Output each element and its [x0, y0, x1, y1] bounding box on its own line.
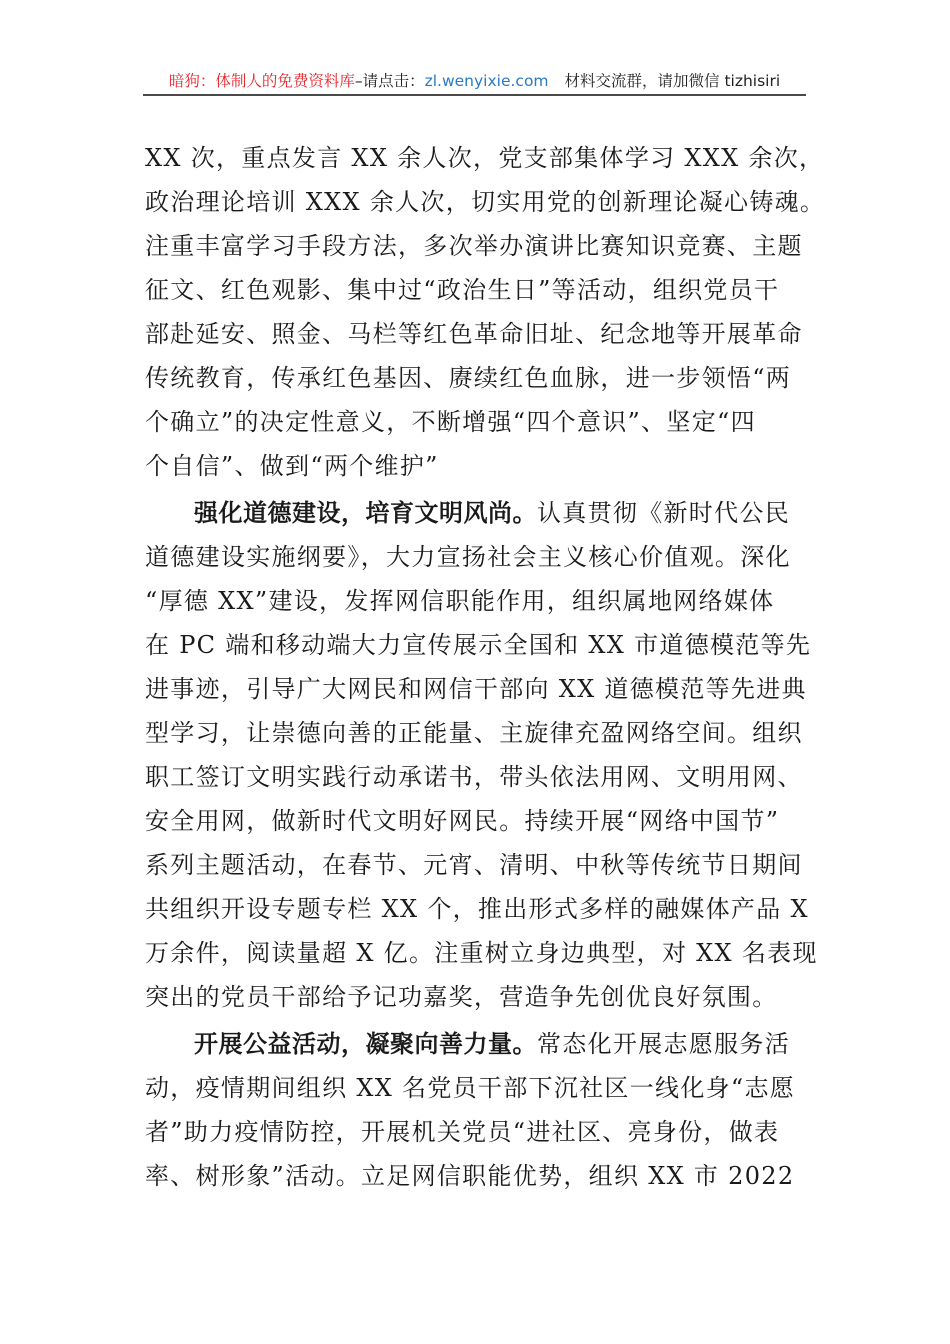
- click-prompt: –请点击：: [354, 72, 425, 90]
- text-line: “厚德 XX”建设，发挥网信职能作用，组织属地网络媒体: [145, 587, 775, 615]
- text-line: 个自信”、做到“两个维护”: [145, 452, 439, 480]
- text-line: 征文、红色观影、集中过“政治生日”等活动，组织党员干: [145, 276, 780, 304]
- text-line: 职工签订文明实践行动承诺书，带头依法用网、文明用网、: [145, 763, 803, 791]
- text-run: 认真贯彻《新时代公民: [537, 499, 790, 527]
- text-line: 突出的党员干部给予记功嘉奖，营造争先创优良好氛围。: [145, 983, 778, 1011]
- text-line: 型学习，让崇德向善的正能量、主旋律充盈网络空间。组织: [145, 719, 803, 747]
- text-line: 系列主题活动，在春节、元宵、清明、中秋等传统节日期间: [145, 851, 803, 879]
- document-body: [145, 136, 826, 1198]
- contact-text: 材料交流群，请加微信 tizhisiri: [564, 72, 781, 90]
- paragraph-morality: [145, 491, 818, 1019]
- text-run: 常态化开展志愿服务活: [537, 1030, 790, 1058]
- text-line: 道德建设实施纲要》，大力宣扬社会主义核心价值观。深化: [145, 543, 791, 571]
- text-line: 注重丰富学习手段方法，多次举办演讲比赛知识竞赛、主题: [145, 232, 803, 260]
- watermark-header: [143, 68, 806, 94]
- text-line: 传统教育，传承红色基因、赓续红色血脉，进一步领悟“两: [145, 364, 792, 392]
- paragraph-heading: 开展公益活动，凝聚向善力量。: [194, 1030, 537, 1058]
- text-line: 进事迹，引导广大网民和网信干部向 XX 道德模范等先进典: [145, 675, 807, 703]
- text-line: XX 次，重点发言 XX 余人次，党支部集体学习 XXX 余次，: [145, 144, 825, 172]
- brand-text: 暗狗：体制人的免费资料库: [168, 72, 355, 90]
- paragraph-public-welfare: [145, 1022, 810, 1198]
- paragraph-heading: 强化道德建设，培育文明风尚。: [194, 499, 537, 527]
- paragraph-first-line: [145, 491, 810, 535]
- text-line: 部赴延安、照金、马栏等红色革命旧址、纪念地等开展革命: [145, 320, 803, 348]
- text-line: 安全用网，做新时代文明好网民。持续开展“网络中国节”: [145, 807, 780, 835]
- site-link[interactable]: zl.wenyixie.com: [424, 72, 549, 90]
- paragraph-study: [145, 136, 826, 488]
- text-line: 在 PC 端和移动端大力宣传展示全国和 XX 市道德模范等先: [145, 631, 812, 659]
- text-line: 率、树形象”活动。立足网信职能优势，组织 XX 市 2022: [145, 1162, 795, 1190]
- text-line: 者”助力疫情防控，开展机关党员“进社区、亮身份，做表: [145, 1118, 780, 1146]
- header-divider: [143, 94, 806, 96]
- text-line: 万余件，阅读量超 X 亿。注重树立身边典型，对 XX 名表现: [145, 939, 818, 967]
- text-line: 共组织开设专题专栏 XX 个，推出形式多样的融媒体产品 X: [145, 895, 809, 923]
- text-line: 个确立”的决定性意义，不断增强“四个意识”、坚定“四: [145, 408, 756, 436]
- text-line: 动，疫情期间组织 XX 名党员干部下沉社区一线化身“志愿: [145, 1074, 796, 1102]
- paragraph-first-line: [145, 1022, 810, 1066]
- text-line: 政治理论培训 XXX 余人次，切实用党的创新理论凝心铸魂。: [145, 188, 826, 216]
